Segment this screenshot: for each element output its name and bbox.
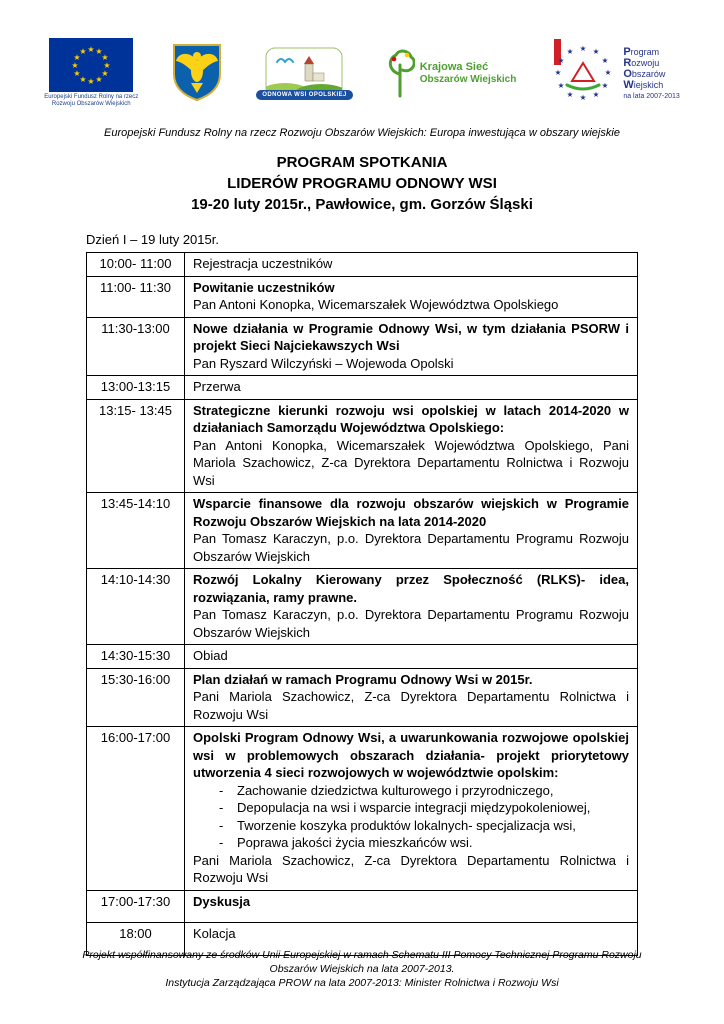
- agenda-row: [87, 890, 638, 923]
- footer-line-1: Projekt współfinansowany ze środków Unii Europejskiej w ramach Schematu III Pomocy Technicznej Programu Rozwoju: [82, 949, 642, 961]
- eu-flag-caption: [44, 94, 138, 108]
- agenda-content: [185, 645, 638, 669]
- agenda-item-text: Rejestracja uczestników: [193, 256, 333, 271]
- prow-line-4: Wiejskich: [623, 78, 664, 91]
- agenda-time: 18:00: [87, 923, 185, 956]
- svg-text:★: ★: [95, 75, 103, 84]
- svg-text:★: ★: [601, 81, 609, 90]
- agenda-item-title: Strategiczne kierunki rozwoju wsi opolskiej w latach 2014-2020 w działaniach Samorządu Województwa Opolskiego:: [193, 402, 629, 435]
- agenda-row: [87, 645, 638, 669]
- agenda-time: 13:45-14:10: [87, 493, 185, 569]
- svg-text:★: ★: [73, 53, 81, 62]
- ksow-logo: [385, 47, 517, 99]
- odnowa-wsi-banner-label: ODNOWA WSI OPOLSKIEJ: [256, 90, 352, 100]
- agenda-time: 17:00-17:30: [87, 890, 185, 923]
- agenda-content: [185, 376, 638, 400]
- svg-text:★: ★: [557, 81, 565, 90]
- svg-text:★: ★: [566, 47, 574, 56]
- agenda-row: [87, 727, 638, 891]
- agenda-item-text: Pan Tomasz Karaczyn, p.o. Dyrektora Departamentu Programu Rozwoju Obszarów Wiejskich: [193, 607, 629, 640]
- ksow-line-2: Obszarów Wiejskich: [419, 73, 517, 85]
- agenda-row: [87, 399, 638, 493]
- agenda-content: [185, 727, 638, 891]
- agenda-item-text: Pan Antoni Konopka, Wicemarszałek Województwa Opolskiego, Pani Mariola Szachowicz, Z-ca Dyrektora Departamentu Rolnictwa i Rozwoju Wsi: [193, 437, 629, 488]
- agenda-item-text: Obiad: [193, 648, 228, 663]
- agenda-time: 10:00- 11:00: [87, 253, 185, 277]
- agenda-bullet-item: [193, 834, 629, 852]
- svg-text:★: ★: [87, 77, 95, 86]
- page-title: [0, 152, 724, 215]
- svg-text:★: ★: [592, 90, 600, 99]
- ksow-line-1: Krajowa Sieć: [419, 60, 489, 73]
- eu-flag-logo: [44, 38, 138, 108]
- prow-years: na lata 2007-2013: [623, 92, 680, 100]
- agenda-time: 11:00- 11:30: [87, 276, 185, 317]
- agenda-item-text: Pani Mariola Szachowicz, Z-ca Dyrektora Departamentu Rolnictwa i Rozwoju Wsi: [193, 689, 629, 722]
- footer-line-2: Obszarów Wiejskich na lata 2007-2013.: [269, 963, 455, 975]
- agenda-row: [87, 569, 638, 645]
- agenda-item-text: Przerwa: [193, 379, 241, 394]
- agenda-content: [185, 317, 638, 376]
- agenda-item-text: Pani Mariola Szachowicz, Z-ca Dyrektora Departamentu Rolnictwa i Rozwoju Wsi: [193, 852, 629, 885]
- bullet-dash: -: [219, 800, 224, 815]
- agenda-item-title: Dyskusja: [193, 893, 251, 909]
- day-heading: Dzień I – 19 luty 2015r.: [86, 232, 219, 247]
- svg-text:★: ★: [579, 93, 587, 102]
- agenda-bullet-item: [193, 782, 629, 800]
- odnowa-wsi-opolskiej-logo: [256, 47, 352, 100]
- agenda-time: 14:30-15:30: [87, 645, 185, 669]
- agenda-row: [87, 376, 638, 400]
- svg-text:★: ★: [71, 61, 79, 70]
- prow-wordmark: [623, 47, 679, 100]
- agenda-table-body: [87, 253, 638, 956]
- agenda-item-title: Plan działań w ramach Programu Odnowy Wsi w 2015r.: [193, 671, 533, 687]
- bullet-text: Zachowanie dziedzictwa kulturowego i przyrodniczego,: [237, 782, 554, 798]
- bullet-dash: -: [219, 817, 224, 833]
- prow-line-2: Rozwoju: [623, 56, 660, 69]
- prow-logo: [548, 37, 679, 109]
- agenda-row: [87, 493, 638, 569]
- svg-text:★: ★: [554, 68, 562, 77]
- agenda-content: [185, 399, 638, 493]
- agenda-content: [185, 493, 638, 569]
- agenda-item-title: Wsparcie finansowe dla rozwoju obszarów wiejskich w Programie Rozwoju Obszarów Wiejskich na lata 2014-2020: [193, 496, 629, 529]
- agenda-bullet-item: [193, 799, 629, 817]
- agenda-time: 13:15- 13:45: [87, 399, 185, 493]
- prow-line-1: Program: [623, 45, 660, 58]
- svg-text:★: ★: [601, 56, 609, 65]
- agenda-row: [87, 276, 638, 317]
- funding-statement: Europejski Fundusz Rolny na rzecz Rozwoju Obszarów Wiejskich: Europa inwestująca w obszary wiejskie: [104, 127, 620, 139]
- agenda-table: [86, 252, 638, 956]
- svg-text:★: ★: [579, 44, 587, 53]
- bullet-dash: -: [219, 835, 224, 850]
- svg-text:★: ★: [101, 69, 109, 78]
- bullet-text: Tworzenie koszyka produktów lokalnych- specjalizacja wsi,: [237, 817, 576, 833]
- agenda-content: [185, 890, 638, 923]
- title-line-1: PROGRAM SPOTKANIA: [276, 154, 448, 171]
- agenda-time: 16:00-17:00: [87, 727, 185, 891]
- agenda-time: 11:30-13:00: [87, 317, 185, 376]
- agenda-bullet-item: [193, 817, 629, 835]
- eu-caption-line-2: Rozwoju Obszarów Wiejskich: [51, 101, 131, 107]
- agenda-item-text: Pan Tomasz Karaczyn, p.o. Dyrektora Departamentu Programu Rozwoju Obszarów Wiejskich: [193, 531, 629, 564]
- agenda-content: [185, 276, 638, 317]
- bullet-text: Poprawa jakości życia mieszkańców wsi.: [237, 835, 473, 850]
- opole-shield-icon: [170, 42, 224, 104]
- bullet-dash: -: [219, 782, 224, 798]
- eu-flag-icon: [49, 38, 133, 92]
- logo-strip: [0, 30, 724, 116]
- svg-text:★: ★: [604, 68, 612, 77]
- svg-text:★: ★: [101, 53, 109, 62]
- svg-text:★: ★: [103, 61, 111, 70]
- agenda-row: [87, 253, 638, 277]
- svg-text:★: ★: [592, 47, 600, 56]
- title-line-2: LIDERÓW PROGRAMU ODNOWY WSI: [227, 175, 497, 192]
- eu-caption-line-1: Europejski Fundusz Rolny na rzecz: [44, 94, 139, 100]
- ksow-tree-icon: [385, 47, 415, 99]
- bullet-text: Depopulacja na wsi i wsparcie integracji międzypokoleniowej,: [237, 800, 591, 815]
- svg-text:★: ★: [79, 47, 87, 56]
- svg-text:★: ★: [79, 75, 87, 84]
- agenda-item-text: Pan Antoni Konopka, Wicemarszałek Województwa Opolskiego: [193, 297, 559, 312]
- agenda-time: 15:30-16:00: [87, 668, 185, 727]
- ksow-wordmark: [420, 61, 517, 86]
- footer: [0, 948, 724, 990]
- agenda-item-text: Pan Ryszard Wilczyński – Wojewoda Opolski: [193, 355, 454, 371]
- agenda-item-title: Opolski Program Odnowy Wsi, a uwarunkowania rozwojowe opolskiej wsi w problemowych obszarach działania- projekt priorytetowy utworzenia 4 sieci rozwojowych w województwie opolskim:: [193, 730, 629, 780]
- svg-text:★: ★: [73, 69, 81, 78]
- svg-text:★: ★: [557, 56, 565, 65]
- agenda-time: 14:10-14:30: [87, 569, 185, 645]
- agenda-time: 13:00-13:15: [87, 376, 185, 400]
- svg-text:★: ★: [87, 45, 95, 54]
- footer-line-3: Instytucja Zarządzająca PROW na lata 2007-2013: Minister Rolnictwa i Rozwoju Wsi: [165, 977, 559, 989]
- prow-stars-icon: [548, 37, 618, 109]
- agenda-content: [185, 668, 638, 727]
- prow-line-3: Obszarów: [623, 67, 666, 80]
- agenda-item-title: Powitanie uczestników: [193, 279, 335, 295]
- agenda-content: [185, 253, 638, 277]
- agenda-row: [87, 668, 638, 727]
- agenda-item-title: Nowe działania w Programie Odnowy Wsi, w tym działania PSORW i projekt Sieci Najciekawszych Wsi: [193, 320, 629, 353]
- agenda-row: [87, 317, 638, 376]
- opole-coat-of-arms: [170, 42, 224, 104]
- agenda-item-text: Kolacja: [193, 926, 236, 941]
- svg-text:★: ★: [566, 90, 574, 99]
- agenda-content: [185, 569, 638, 645]
- agenda-item-title: Rozwój Lokalny Kierowany przez Społeczność (RLKS)- idea, rozwiązania, ramy prawne.: [193, 572, 629, 605]
- title-line-3: 19-20 luty 2015r., Pawłowice, gm. Gorzów Śląski: [191, 196, 533, 213]
- svg-text:★: ★: [95, 47, 103, 56]
